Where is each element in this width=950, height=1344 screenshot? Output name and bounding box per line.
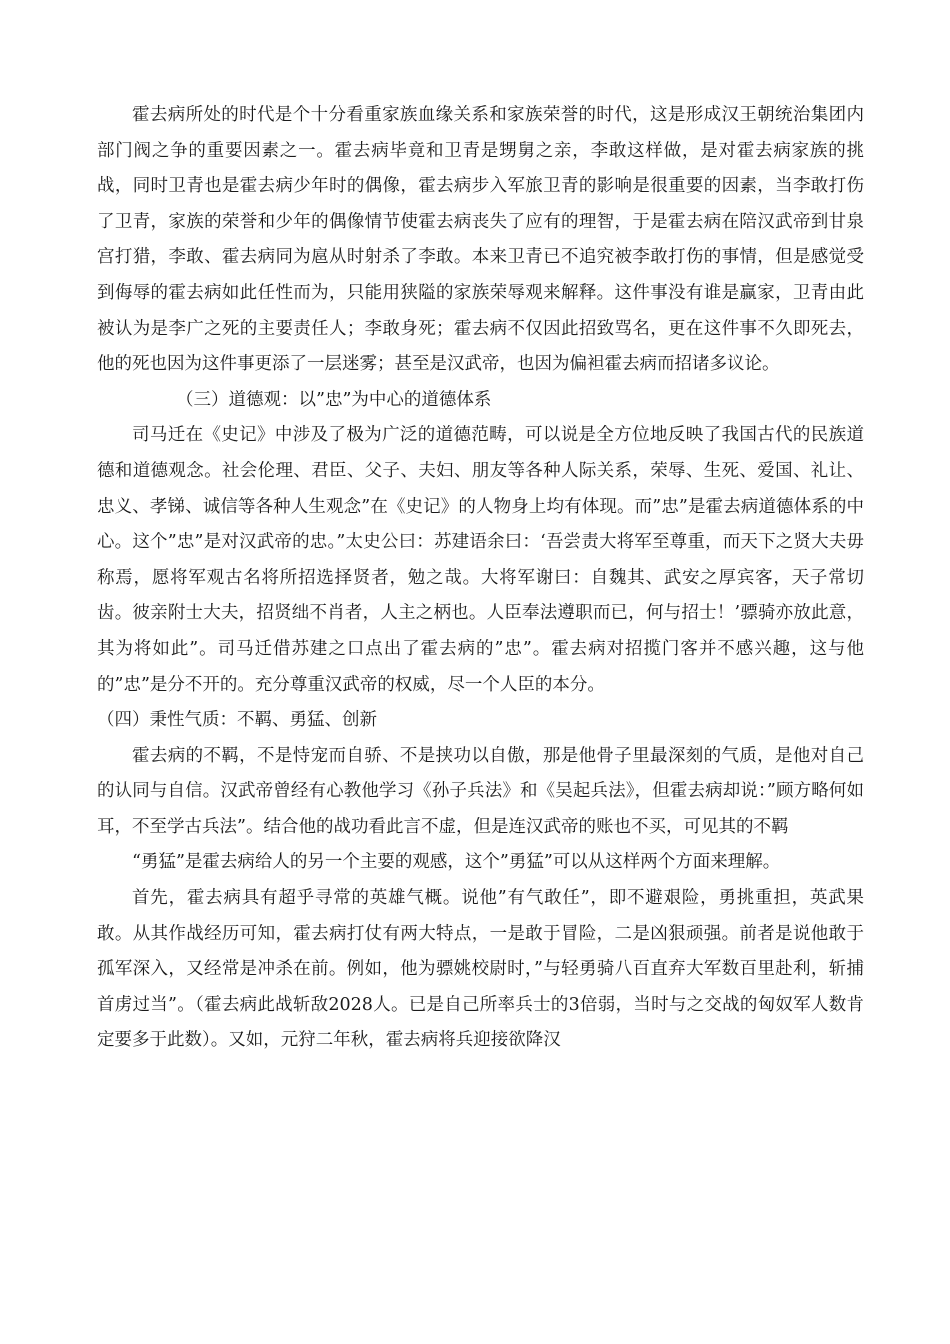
paragraph-unbridled: 霍去病的不羁，不是恃宠而自骄、不是挟功以自傲，那是他骨子里最深刻的气质，是他对自己的认同与自信。汉武帝曾经有心教他学习《孙子兵法》和《吴起兵法》，但霍去病却说：”顾方略何如耳，不至学古兵法”。结合他的战功看此言不虚，但是连汉武帝的账也不买，可见其的不羁 — [97, 745, 864, 837]
section-heading-temperament: （四）秉性气质：不羁、勇猛、创新 — [97, 710, 377, 731]
paragraph-bravery-intro: “勇猛”是霍去病给人的另一个主要的观感，这个”勇猛”可以从这样两个方面来理解。 — [132, 852, 781, 873]
paragraph-feud: 霍去病所处的时代是个十分看重家族血缘关系和家族荣誉的时代，这是形成汉王朝统治集团内部门阀之争的重要因素之一。霍去病毕竟和卫青是甥舅之亲，李敢这样做，是对霍去病家族的挑战，同时卫青也是霍去病少年时的偶像，霍去病步入军旅卫青的影响是很重要的因素，当李敢打伤了卫青，家族的荣誉和少年的偶像情节使霍去病丧失了应有的理智，于是霍去病在陪汉武帝到甘泉宫打猎，李敢、霍去病同为扈从时射杀了李敢。本来卫青已不追究被李敢打伤的事情，但是感觉受到侮辱的霍去病如此任性而为，只能用狭隘的家族荣辱观来解释。这件事没有谁是赢家，卫青由此被认为是李广之死的主要责任人；李敢身死；霍去病不仅因此招致骂名，更在这件事不久即死去，他的死也因为这件事更添了一层迷雾；甚至是汉武帝，也因为偏袒霍去病而招诸多议论。 — [97, 105, 864, 375]
document-body — [97, 98, 864, 1059]
paragraph-loyalty: 司马迁在《史记》中涉及了极为广泛的道德范畴，可以说是全方位地反映了我国古代的民族道德和道德观念。社会伦理、君臣、父子、夫妇、朋友等各种人际关系，荣辱、生死、爱国、礼让、忠义、孝锑、诚信等各种人生观念”在《史记》的人物身上均有体现。而”忠”是霍去病道德体系的中心。这个”忠”是对汉武帝的忠。”太史公曰：苏建语余曰：‘吾尝责大将军至尊重，而天下之贤大夫毋称焉，愿将军观古名将所招选择贤者，勉之哉。大将军谢曰：自魏其、武安之厚宾客，天子常切齿。彼亲附士大夫，招贤绌不肖者，人主之柄也。人臣奉法遵职而已，何与招士！’骠骑亦放此意，其为将如此”。司马迁借苏建之口点出了霍去病的”忠”。霍去病对招揽门客并不感兴趣，这与他的”忠”是分不开的。充分尊重汉武帝的权威，尽一个人臣的本分。 — [97, 425, 864, 695]
section-heading-morality: （三）道德观：以”忠”为中心的道德体系 — [176, 389, 492, 410]
paragraph-heroism: 首先，霍去病具有超乎寻常的英雄气概。说他”有气敢任”，即不避艰险，勇挑重担，英武果敢。从其作战经历可知，霍去病打仗有两大特点，一是敢于冒险，二是凶狠顽强。前者是说他敢于孤军深入，又经常是冲杀在前。例如，他为骠姚校尉时，”与轻勇骑八百直弃大军数百里赴利，斩捕首虏过当”。（霍去病此战斩敌2028人。已是自己所率兵士的3倍弱，当时与之交战的匈奴军人数肯定要多于此数）。又如，元狩二年秋，霍去病将兵迎接欲降汉 — [97, 888, 864, 1051]
